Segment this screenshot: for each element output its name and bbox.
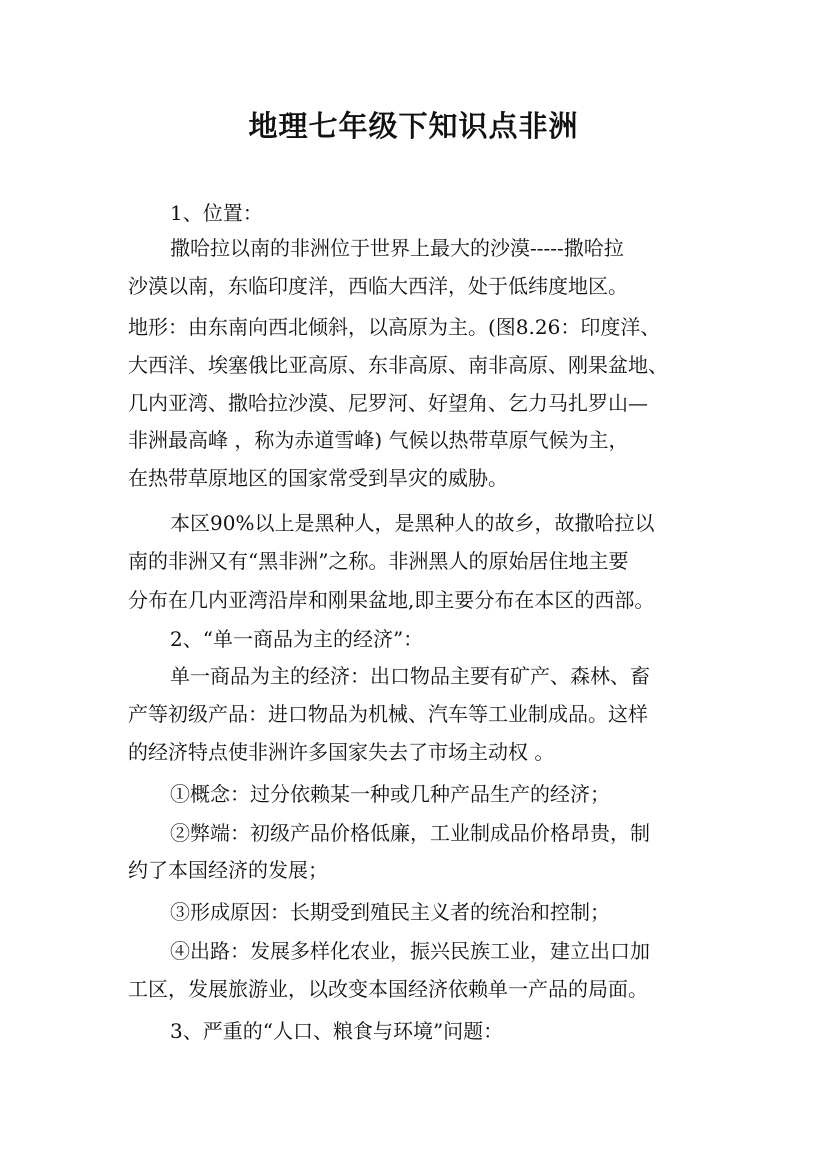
list-item: ②弊端：初级产品价格低廉，工业制成品价格昂贵，制 — [170, 821, 650, 845]
list-item: ①概念：过分依赖某一种或几种产品生产的经济； — [170, 782, 610, 806]
paragraph-line: 约了本国经济的发展； — [128, 858, 328, 882]
paragraph-line: 沙漠以南，东临印度洋，西临大西洋，处于低纬度地区。 — [128, 274, 628, 298]
paragraph-line: 1、位置： — [170, 201, 263, 225]
paragraph-line: 大西洋、埃塞俄比亚高原、东非高原、南非高原、刚果盆地、 — [128, 353, 668, 377]
paragraph-line: 非洲最高峰 ，称为赤道雪峰) 气候以热带草原气候为主， — [128, 428, 629, 452]
paragraph-line: 地形：由东南向西北倾斜，以高原为主。(图8.26：印度洋、 — [128, 315, 661, 339]
paragraph-line: 产等初级产品：进口物品为机械、汽车等工业制成品。这样 — [128, 702, 648, 726]
paragraph-line: 几内亚湾、撒哈拉沙漠、尼罗河、好望角、乞力马扎罗山— — [128, 391, 648, 415]
paragraph-line: 分布在几内亚湾沿岸和刚果盆地,即主要分布在本区的西部。 — [128, 588, 655, 612]
paragraph-line: 南的非洲又有“黑非洲”之称。非洲黑人的原始居住地主要 — [128, 549, 629, 573]
list-item: ④出路：发展多样化农业，振兴民族工业，建立出口加 — [170, 939, 650, 963]
paragraph-line: 单一商品为主的经济：出口物品主要有矿产、森林、畜 — [170, 664, 650, 688]
page-title: 地理七年级下知识点非洲 — [248, 109, 579, 143]
list-item: ③形成原因：长期受到殖民主义者的统治和控制； — [170, 900, 610, 924]
section-heading: 2、“单一商品为主的经济”： — [170, 627, 424, 651]
section-heading: 3、严重的“人口、粮食与环境”问题： — [170, 1019, 504, 1043]
paragraph-line: 工区，发展旅游业，以改变本国经济依赖单一产品的局面。 — [128, 977, 648, 1001]
paragraph-line: 本区90%以上是黑种人，是黑种人的故乡，故撒哈拉以 — [170, 511, 655, 535]
paragraph-line: 在热带草原地区的国家常受到旱灾的威胁。 — [128, 466, 508, 490]
paragraph-line: 撒哈拉以南的非洲位于世界上最大的沙漠-----撒哈拉 — [170, 236, 624, 260]
paragraph-line: 的经济特点使非洲许多国家失去了市场主动权 。 — [128, 740, 555, 764]
